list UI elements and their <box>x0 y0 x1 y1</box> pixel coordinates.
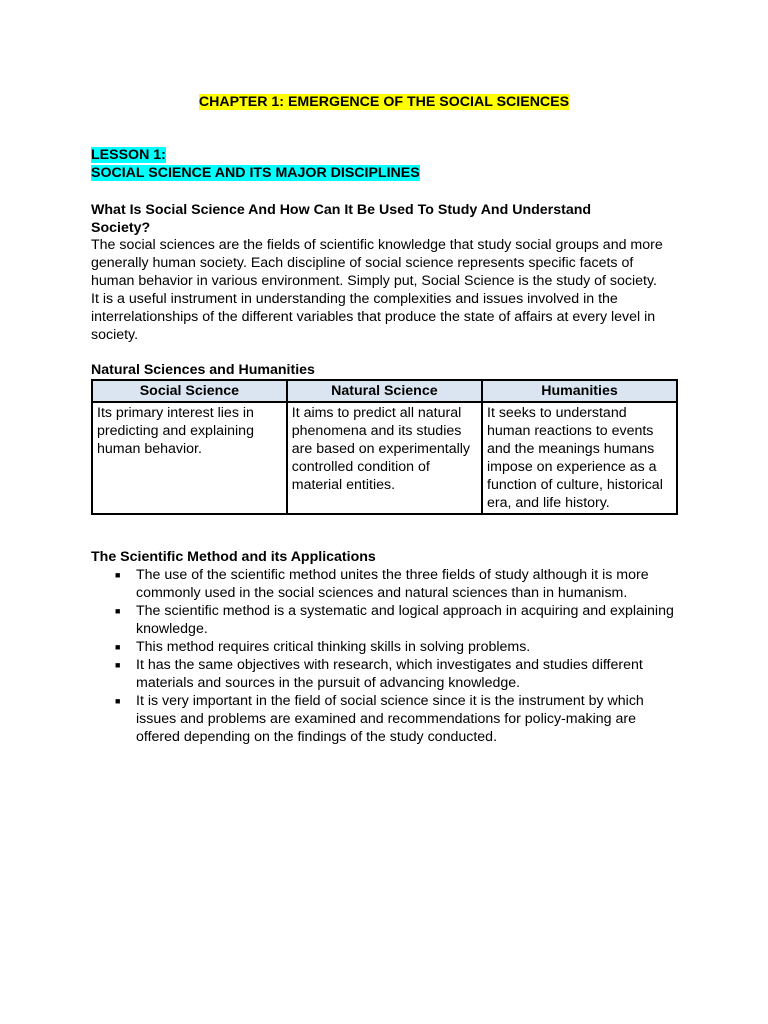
list-item-text: It is very important in the field of social science since it is the instrument by which issues and problems are examined and recommendations for policy-making are offered depending on the findings of the study conducted. <box>136 693 644 745</box>
scientific-method-heading: The Scientific Method and its Applications <box>91 549 376 565</box>
scientific-method-list <box>91 566 681 746</box>
list-item <box>91 638 681 656</box>
table-cell-natural-science: It aims to predict all natural phenomena and its studies are based on experimentally controlled condition of material entities. <box>287 402 482 514</box>
list-item-text: The scientific method is a systematic and logical approach in acquiring and explaining knowledge. <box>136 603 674 637</box>
comparison-table-title: Natural Sciences and Humanities <box>91 362 315 378</box>
lesson-title: SOCIAL SCIENCE AND ITS MAJOR DISCIPLINES <box>91 165 420 181</box>
list-item <box>91 566 681 602</box>
square-bullet-icon: ■ <box>115 696 121 706</box>
table-header-social-science: Social Science <box>92 380 287 402</box>
list-item <box>91 656 681 692</box>
chapter-heading <box>91 92 677 112</box>
list-item <box>91 602 681 638</box>
comparison-table <box>91 379 678 515</box>
list-item-text: This method requires critical thinking skills in solving problems. <box>136 639 531 655</box>
square-bullet-icon: ■ <box>115 660 121 670</box>
list-item-text: The use of the scientific method unites the three fields of study although it is more commonly used in the social sciences and natural sciences than in humanism. <box>136 567 649 601</box>
table-header-natural-science: Natural Science <box>287 380 482 402</box>
square-bullet-icon: ■ <box>115 642 121 652</box>
table-cell-humanities: It seeks to understand human reactions to events and the meanings humans impose on experience as a function of culture, historical era, and life history. <box>482 402 677 514</box>
lesson-number: LESSON 1: <box>91 147 166 163</box>
section-question-heading: What Is Social Science And How Can It Be Used To Study And Understand Society? <box>91 202 592 236</box>
square-bullet-icon: ■ <box>115 570 121 580</box>
table-row <box>92 402 677 514</box>
list-item <box>91 692 681 746</box>
table-header-row <box>92 380 677 402</box>
social-science-paragraph: The social sciences are the fields of scientific knowledge that study social groups and more generally human society. Each discipline of social science represents specific facets of human behavior in various environment. Simply put, Social Science is the study of society. It is a useful instrument in understanding the complexities and issues involved in the interrelationships of the different variables that produce the state of affairs at every level in society. <box>91 237 663 343</box>
table-cell-social-science: Its primary interest lies in predicting and explaining human behavior. <box>92 402 287 514</box>
list-item-text: It has the same objectives with research, which investigates and studies different materials and sources in the pursuit of advancing knowledge. <box>136 657 643 691</box>
chapter-title: CHAPTER 1: EMERGENCE OF THE SOCIAL SCIENCES <box>198 94 570 110</box>
lesson-heading <box>91 146 420 182</box>
square-bullet-icon: ■ <box>115 606 121 616</box>
table-header-humanities: Humanities <box>482 380 677 402</box>
